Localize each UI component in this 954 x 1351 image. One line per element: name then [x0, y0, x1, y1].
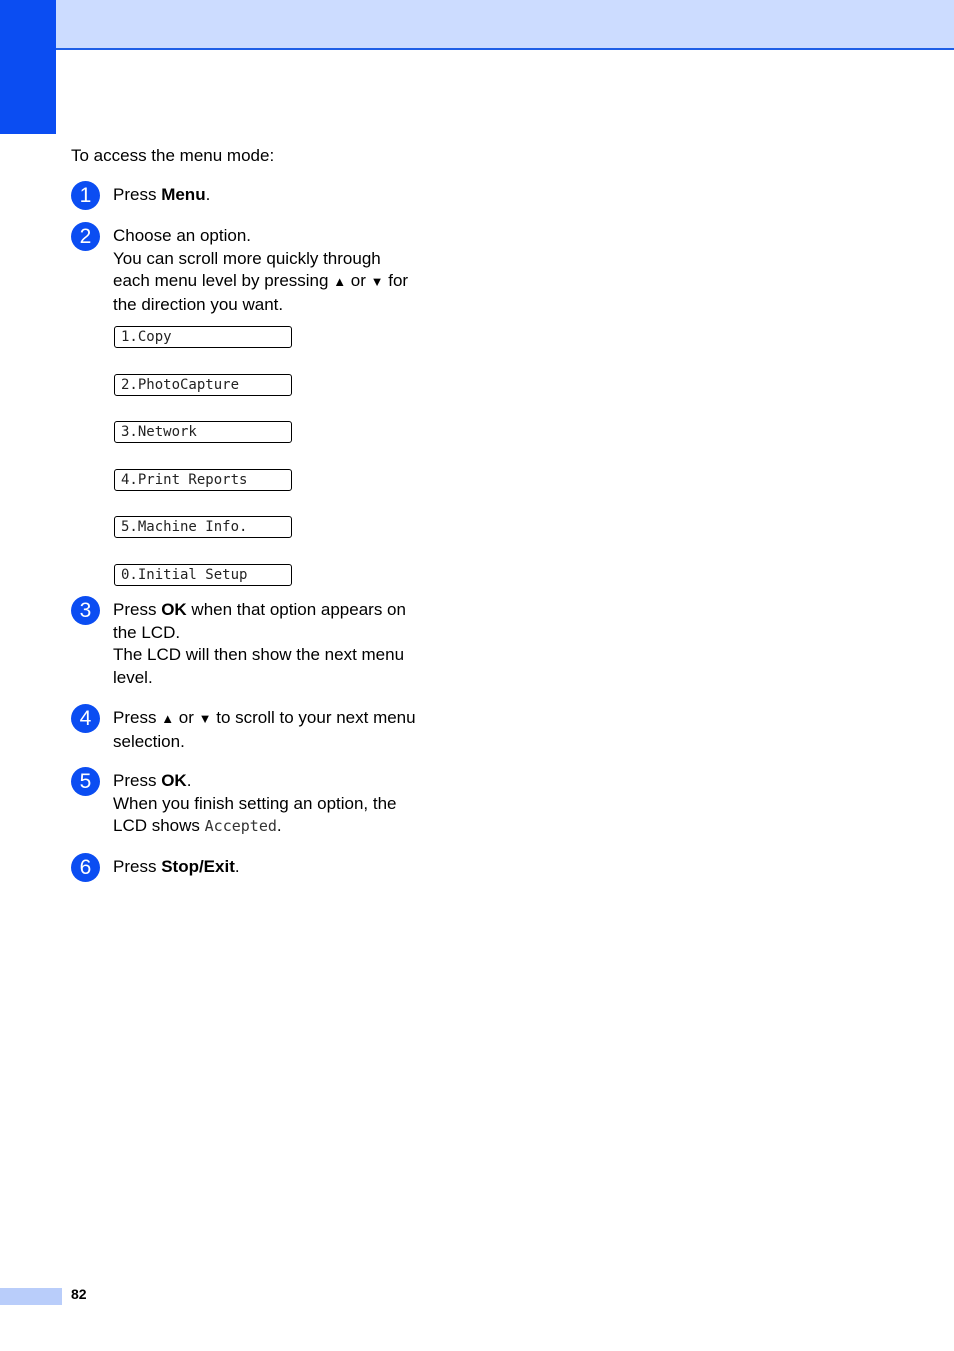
step-text: Press Menu.	[113, 185, 211, 204]
footer-band	[0, 1288, 62, 1305]
step-number: 4	[71, 704, 100, 733]
key-label: Stop/Exit	[161, 857, 235, 876]
page-number: 82	[71, 1286, 87, 1302]
step-number: 6	[71, 853, 100, 882]
down-arrow-icon: ▼	[370, 274, 384, 289]
up-arrow-icon: ▲	[161, 711, 175, 726]
lcd-display: 2.PhotoCapture	[114, 374, 292, 396]
lcd-display: 0.Initial Setup	[114, 564, 292, 586]
step-number: 1	[71, 181, 100, 210]
key-label: Menu	[161, 185, 206, 204]
down-arrow-icon: ▼	[198, 711, 212, 726]
step-text: Press OK. When you finish setting an option, the LCD shows Accepted.	[113, 771, 397, 835]
header-band	[56, 0, 954, 50]
step-text: Choose an option. You can scroll more quickly through each menu level by pressing ▲ or ▼ for the direction you want.	[113, 226, 409, 314]
step-text: Press ▲ or ▼ to scroll to your next menu selection.	[113, 708, 416, 751]
step-number: 3	[71, 596, 100, 625]
key-label: OK	[161, 600, 187, 619]
step-number: 5	[71, 767, 100, 796]
intro-text: To access the menu mode:	[71, 146, 275, 165]
key-label: OK	[161, 771, 187, 790]
step-number: 2	[71, 222, 100, 251]
step-text: Press Stop/Exit.	[113, 857, 240, 876]
step-text: Press OK when that option appears on the LCD. The LCD will then show the next menu level.	[113, 600, 406, 687]
lcd-display: 1.Copy	[114, 326, 292, 348]
lcd-display: 5.Machine Info.	[114, 516, 292, 538]
up-arrow-icon: ▲	[333, 274, 347, 289]
lcd-display: 4.Print Reports	[114, 469, 292, 491]
chapter-tab	[0, 0, 56, 134]
lcd-message: Accepted	[204, 817, 277, 835]
lcd-display: 3.Network	[114, 421, 292, 443]
